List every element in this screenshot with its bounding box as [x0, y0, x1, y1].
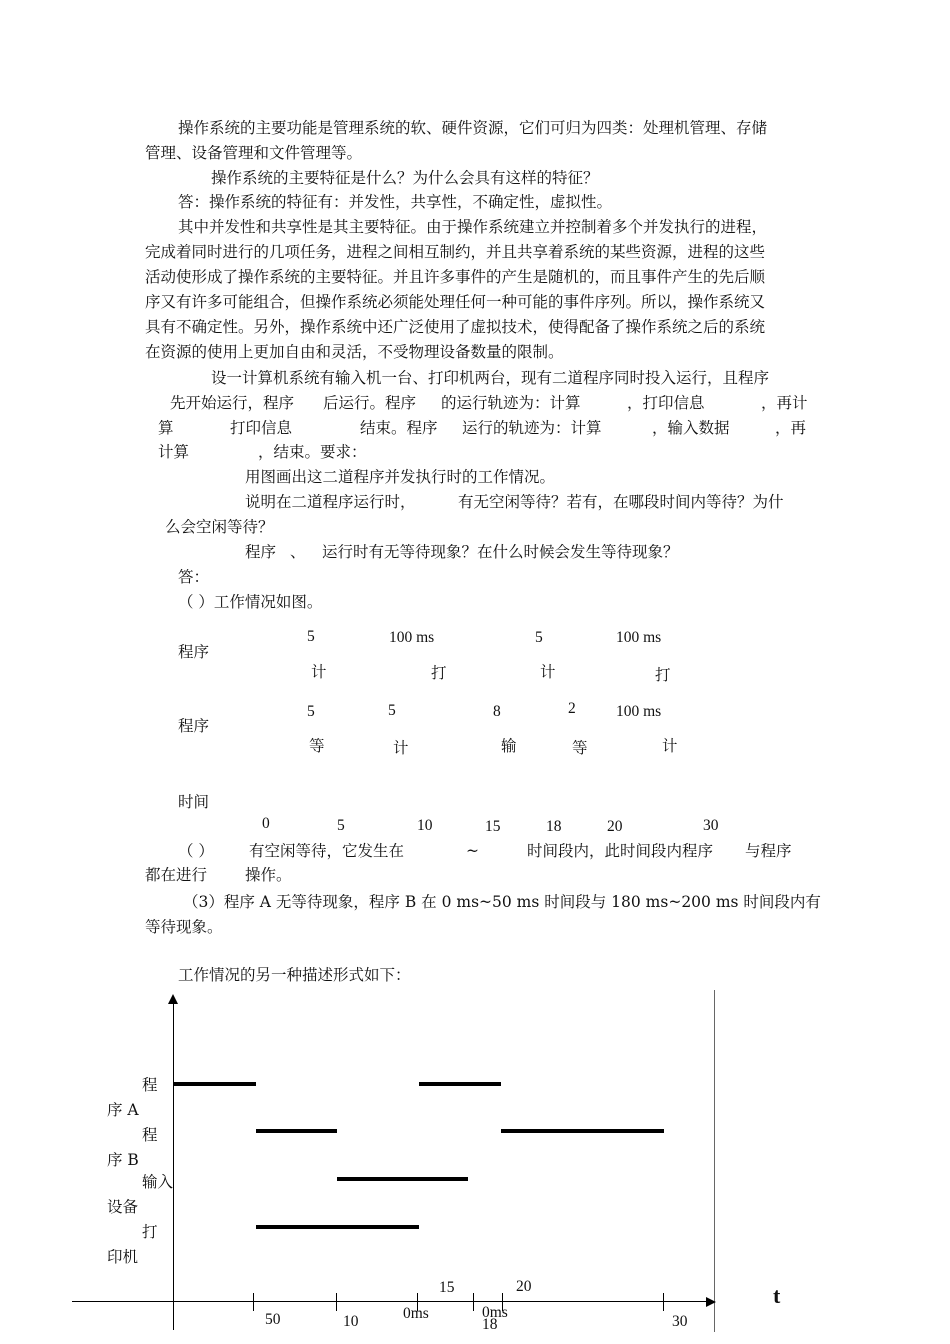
paragraph-line: 序又有许多可能组合，但操作系统必须能处理任何一种可能的事件序列。所以，操作系统又	[145, 293, 766, 311]
row-a-num: 5	[307, 628, 315, 645]
axis-label: 10	[343, 1313, 359, 1330]
answer-line: （ ）工作情况如图。	[178, 593, 323, 611]
time-tick: 0	[262, 815, 270, 832]
question-line: 设一计算机系统有输入机一台、打印机两台，现有二道程序同时投入运行，且程序	[211, 369, 770, 387]
axis-label: 50	[265, 1311, 281, 1328]
question-line: 操作系统的主要特征是什么？为什么会具有这样的特征？	[211, 169, 599, 187]
answer-fragment: 操作。	[245, 866, 292, 884]
axis-label: 18	[482, 1316, 498, 1333]
row-a-num: 100 ms	[616, 629, 662, 646]
time-label: 时间	[178, 793, 210, 811]
row-label-program-b: 程序	[178, 717, 210, 735]
frame-line	[714, 990, 715, 1332]
time-tick: 20	[607, 818, 623, 835]
axis-label: 15	[439, 1279, 455, 1296]
question-fragment: 后运行。程序	[323, 394, 417, 412]
time-tick: 15	[485, 818, 501, 835]
gantt-bar-program-a	[174, 1082, 256, 1086]
answer-fragment: ~	[466, 842, 479, 860]
question-fragment: 先开始运行，程序	[170, 394, 295, 412]
question-fragment: ，再	[775, 419, 807, 437]
gantt-bar-program-a	[419, 1082, 501, 1086]
question-fragment: ，结束。要求：	[258, 443, 367, 461]
gantt-label-program-a: 序 A	[107, 1101, 139, 1119]
sub-question: 程序	[245, 543, 277, 561]
time-tick: 5	[337, 817, 345, 834]
answer-fragment: 都在进行	[145, 866, 208, 884]
axis-label: 20	[516, 1278, 532, 1295]
answer-fragment: 与程序	[745, 842, 792, 860]
paragraph-line: 完成着同时进行的几项任务，进程之间相互制约，并且共享着系统的某些资源，进程的这些	[145, 243, 766, 261]
row-a-op: 打	[431, 664, 447, 682]
paragraph-line: 操作系统的主要功能是管理系统的软、硬件资源，它们可归为四类：处理机管理、存储	[178, 119, 768, 137]
answer-fragment: 有空闲等待，它发生在	[249, 842, 405, 860]
row-b-op: 等	[309, 737, 325, 755]
gantt-label-program-b: 序 B	[107, 1151, 139, 1169]
time-tick: 18	[546, 818, 562, 835]
row-b-num: 5	[388, 702, 396, 719]
row-b-op: 计	[393, 739, 409, 757]
x-axis-arrow-icon	[706, 1297, 716, 1307]
question-fragment: 计算	[158, 443, 190, 461]
x-tick	[173, 1293, 174, 1311]
gantt-bar-printer	[256, 1225, 419, 1229]
answer-line: （3）程序 A 无等待现象，程序 B 在 0 ms~50 ms 时间段与 180 ms~200 ms 时间段内有	[183, 893, 821, 911]
question-fragment: 算	[158, 419, 174, 437]
sub-question: 说明在二道程序运行时，	[245, 493, 416, 511]
row-a-op: 计	[540, 663, 556, 681]
time-tick: 30	[703, 817, 719, 834]
axis-label: 0ms	[482, 1304, 508, 1321]
row-b-num: 5	[307, 703, 315, 720]
question-fragment: ，再计	[761, 394, 808, 412]
gantt-bar-program-b	[256, 1129, 338, 1133]
x-tick	[473, 1293, 474, 1311]
question-fragment: 结束。程序	[360, 419, 438, 437]
row-b-op: 等	[572, 739, 588, 757]
y-axis	[173, 1000, 174, 1330]
axis-label: 0ms	[403, 1305, 429, 1322]
row-b-num: 2	[568, 700, 576, 717]
row-a-op: 打	[655, 666, 671, 684]
x-tick	[336, 1293, 337, 1311]
answer-line: 答：操作系统的特征有：并发性，共享性，不确定性，虚拟性。	[178, 193, 613, 211]
t-axis-label: t	[773, 1283, 781, 1308]
gantt-bar-program-b	[501, 1129, 664, 1133]
gantt-label-program-b: 程	[142, 1126, 158, 1144]
sub-question: 用图画出这二道程序并发执行时的工作情况。	[245, 468, 556, 486]
question-fragment: ，输入数据	[652, 419, 730, 437]
row-a-num: 5	[535, 629, 543, 646]
x-axis	[72, 1301, 710, 1302]
gantt-bar-input-device	[337, 1177, 468, 1181]
paragraph-line: 具有不确定性。另外，操作系统中还广泛使用了虚拟技术，使得配备了操作系统之后的系统	[145, 318, 766, 336]
time-tick: 10	[417, 817, 433, 834]
gantt-label-input-device: 输入	[142, 1173, 174, 1191]
alt-figure-title: 工作情况的另一种描述形式如下：	[178, 966, 411, 984]
row-a-num: 100 ms	[389, 629, 435, 646]
sub-question: 有无空闲等待？若有，在哪段时间内等待？为什	[458, 493, 784, 511]
row-b-op: 计	[662, 737, 678, 755]
axis-label: 30	[672, 1313, 688, 1330]
answer-fragment: （ ）	[178, 842, 214, 860]
answer-line: 等待现象。	[145, 918, 223, 936]
question-fragment: 运行的轨迹为：计算	[462, 419, 602, 437]
paragraph-line: 活动使形成了操作系统的主要特征。并且许多事件的产生是随机的，而且事件产生的先后顺	[145, 268, 766, 286]
sub-question: 么会空闲等待？	[165, 518, 274, 536]
gantt-label-input-device: 设备	[107, 1198, 139, 1216]
gantt-label-printer: 打	[142, 1223, 158, 1241]
gantt-label-program-a: 程	[142, 1076, 158, 1094]
row-b-num: 100 ms	[616, 703, 662, 720]
answer-fragment: 时间段内，此时间段内程序	[527, 842, 714, 860]
row-b-op: 输	[501, 737, 517, 755]
sub-question: 、	[290, 543, 306, 561]
gantt-label-printer: 印机	[107, 1248, 139, 1266]
x-tick	[253, 1293, 254, 1311]
row-label-program-a: 程序	[178, 643, 210, 661]
y-axis-arrow-icon	[168, 994, 178, 1004]
sub-question: 运行时有无等待现象？在什么时候会发生等待现象？	[322, 543, 679, 561]
paragraph-line: 在资源的使用上更加自由和灵活，不受物理设备数量的限制。	[145, 343, 564, 361]
question-fragment: 打印信息	[230, 419, 293, 437]
question-fragment: ，打印信息	[627, 394, 705, 412]
x-tick	[663, 1293, 664, 1311]
answer-heading: 答：	[178, 568, 210, 586]
question-fragment: 的运行轨迹为：计算	[441, 394, 581, 412]
row-a-op: 计	[311, 663, 327, 681]
row-b-num: 8	[493, 703, 501, 720]
paragraph-line: 管理、设备管理和文件管理等。	[145, 144, 363, 162]
paragraph-line: 其中并发性和共享性是其主要特征。由于操作系统建立并控制着多个并发执行的进程，	[178, 218, 768, 236]
